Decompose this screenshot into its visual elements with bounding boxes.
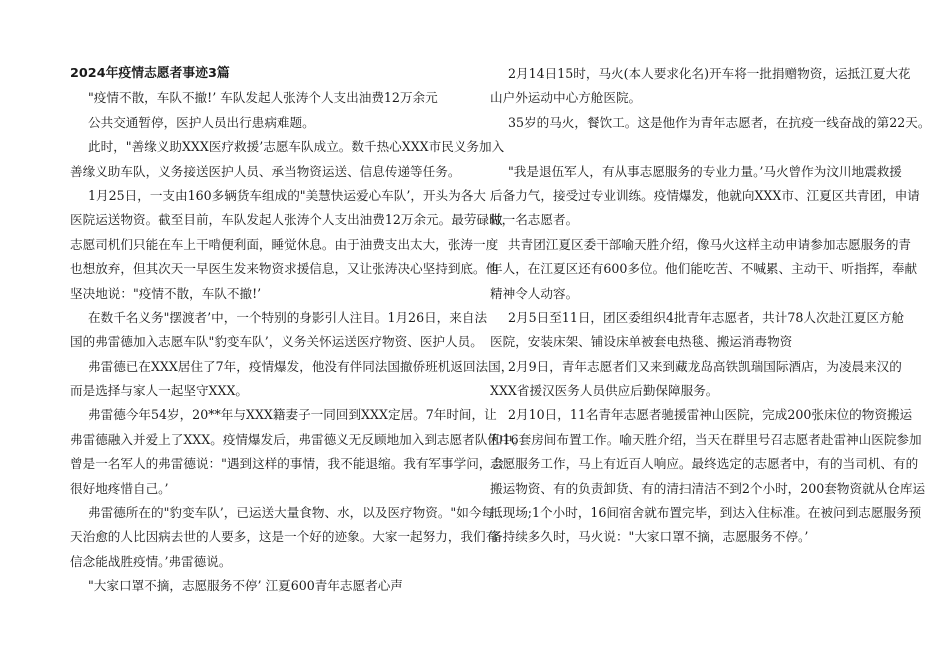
text-line: 国的弗雷德加入志愿车队"豹变车队’，义务关怀运送医疗物资、医护人员。 bbox=[70, 334, 483, 350]
text-line: "疫情不散，车队不撤!’ 车队发起人张涛个人支出油费12万余元 bbox=[88, 90, 438, 106]
text-line: 坚决地说："疫情不散，车队不撤!’ bbox=[70, 285, 262, 301]
text-line: 很好地疼惜自己。’ bbox=[70, 480, 169, 496]
document-title: 2024年疫情志愿者事迹3篇 bbox=[70, 66, 230, 81]
text-line bbox=[490, 135, 895, 159]
text-line: 弗雷德今年54岁，20**年与XXX籍妻子一同回到XXX定居。7年时间，让 bbox=[88, 407, 497, 423]
text-line: 共青团江夏区委干部喻天胜介绍，像马火这样主动申请参加志愿服务的青 bbox=[508, 236, 911, 252]
right-column bbox=[490, 62, 931, 550]
text-line: 志愿服务工作，马上有近百人响应。最终选定的志愿者中，有的当司机、有的 bbox=[490, 456, 919, 472]
text-line: 天治愈的人比因病去世的人要多，这是一个好的迹象。大家一起努力，我们有 bbox=[70, 529, 499, 545]
right-column-text bbox=[490, 62, 931, 550]
text-line: 弗雷德已在XXX居住了7年，疫情爆发，他没有伴同法国撤侨班机返回法国， bbox=[88, 358, 514, 374]
text-line: 弗雷德融入并爱上了XXX。疫情爆发后，弗雷德义无反顾地加入到志愿者队伍中。 bbox=[70, 431, 526, 447]
text-line: 搬运物资、有的负责卸货、有的清扫清洁不到2个小时，200套物资就从仓库运 bbox=[490, 480, 926, 496]
text-line: 35岁的马火，餐饮工。这是他作为青年志愿者，在抗疫一线奋战的第22天。 bbox=[508, 114, 931, 130]
text-line: 2月9日，青年志愿者们又来到藏龙岛高铁凯瑞国际酒店，为凌晨来汉的 bbox=[508, 358, 902, 374]
text-line: XXX省援汉医务人员供应后勤保障服务。 bbox=[490, 383, 719, 399]
text-line: 备持续多久时，马火说："大家口罩不摘，志愿服务不停。’ bbox=[490, 529, 809, 545]
text-line: "大家口罩不摘，志愿服务不停’ 江夏600青年志愿者心声 bbox=[88, 578, 403, 594]
text-line: 1月25日，一支由160多辆货车组成的"美慧快运爱心车队’，开头为各大 bbox=[88, 187, 486, 203]
text-line: 医院运送物资。截至目前，车队发起人张涛个人支出油费12万余元。最劳碌时， bbox=[70, 212, 515, 228]
text-line: 善缘义助车队，义务接送医护人员、承当物资运送、信息传递等任务。 bbox=[70, 163, 461, 179]
text-line: 2月5日至11日，团区委组织4批青年志愿者，共计78人次赴江夏区方舱 bbox=[508, 309, 905, 325]
text-line: 年人，在江夏区还有600多位。他们能吃苦、不喊累、主动干、听指挥，奉献 bbox=[490, 261, 918, 277]
text-line: 曾是一名军人的弗雷德说："遇到这样的事情，我不能退缩。我有军事学问，会 bbox=[70, 456, 504, 472]
text-line: 公共交通暂停，医护人员出行患病难题。 bbox=[88, 114, 315, 130]
left-column bbox=[70, 62, 526, 599]
text-line: 后备力气，接受过专业训练。疫情爆发，他就向XXX市、江夏区共青团，申请 bbox=[490, 187, 920, 203]
text-line: 在数千名义务"摆渡者’中，一个特别的身影引人注目。1月26日，来自法 bbox=[88, 309, 488, 325]
text-line: 也想放弃，但其次天一早医生发来物资求援信息，又让张涛决心坚持到底。他 bbox=[70, 261, 499, 277]
text-line: "我是退伍军人，有从事志愿服务的专业力量。’马火曾作为汶川地震救援 bbox=[508, 163, 902, 179]
text-line: 山户外运动中心方舱医院。 bbox=[490, 90, 642, 106]
text-line: 医院，安装床架、铺设床单被套电热毯、搬运消毒物资 bbox=[490, 334, 793, 350]
text-line: 2月14日15时，马火(本人要求化名)开车将一批捐赠物资，运抵江夏大花 bbox=[508, 66, 911, 81]
text-line: 志愿司机们只能在车上干啃便利面，睡觉休息。由于油费支出太大，张涛一度 bbox=[70, 236, 499, 252]
text-line: 而是选择与家人一起坚守XXX。 bbox=[70, 383, 249, 399]
text-line: 抵现场;1个小时，16间宿舍就布置完毕，到达入住标准。在被问到志愿服务预 bbox=[490, 505, 922, 521]
text-line: 信念能战胜疫情。’弗雷德说。 bbox=[70, 553, 232, 569]
text-line: 此时，"善缘义助XXX医疗救援’志愿车队成立。数千热心XXX市民义务加入 bbox=[88, 139, 505, 155]
left-column-text bbox=[70, 86, 526, 598]
text-line: 2月10日，11名青年志愿者驰援雷神山医院，完成200张床位的物资搬运 bbox=[508, 407, 913, 423]
text-line: 弗雷德所在的"豹变车队’，已运送大量食物、水，以及医疗物资。"如今每 bbox=[88, 505, 494, 521]
text-line: 和16套房间布置工作。喻天胜介绍，当天在群里号召志愿者赴雷神山医院参加 bbox=[490, 431, 922, 447]
text-line: 做一名志愿者。 bbox=[490, 212, 579, 228]
text-line: 精神令人动容。 bbox=[490, 285, 579, 301]
